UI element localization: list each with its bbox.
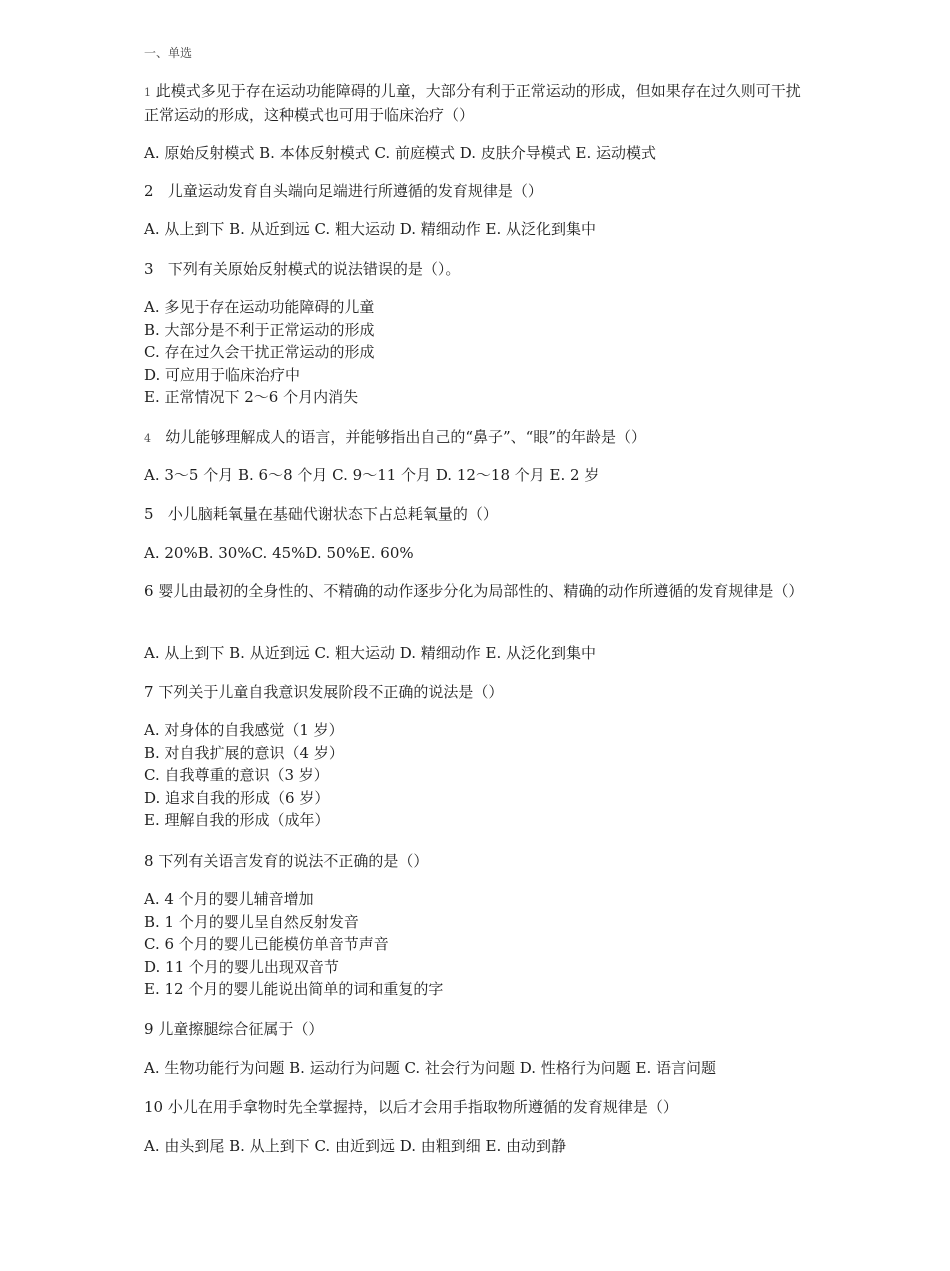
option: B. 对自我扩展的意识（4 岁） [144, 743, 344, 762]
question-7-stem [144, 681, 814, 704]
question-5-stem [144, 503, 814, 526]
question-6-options: A. 从上到下 B. 从近到远 C. 粗大运动 D. 精细动作 E. 从泛化到集中 [144, 644, 596, 662]
option: C. 存在过久会干扰正常运动的形成 [144, 343, 375, 361]
option: A. 多见于存在运动功能障碍的儿童 [144, 298, 375, 316]
option: D. 追求自我的形成（6 岁） [144, 788, 330, 807]
question-text: 小儿在用手拿物时先全掌握持，以后才会用手指取物所遵循的发育规律是（） [167, 1098, 678, 1116]
option: A. 对身体的自我感觉（1 岁） [144, 721, 344, 739]
option: A. 4 个月的婴儿辅音增加 [144, 890, 314, 908]
question-number: 10 [144, 1098, 164, 1116]
question-4-stem [144, 426, 814, 450]
option: E. 正常情况下 2～6 个月内消失 [144, 388, 359, 406]
question-text: 下列有关原始反射模式的说法错误的是（）。 [167, 260, 461, 278]
question-number: 9 [144, 1020, 154, 1038]
question-number: 5 [144, 505, 154, 523]
question-text: 下列关于儿童自我意识发展阶段不正确的说法是（） [158, 683, 504, 701]
question-8-stem [144, 850, 814, 873]
question-2-options: A. 从上到下 B. 从近到远 C. 粗大运动 D. 精细动作 E. 从泛化到集中 [144, 220, 596, 238]
option: E. 12 个月的婴儿能说出简单的词和重复的字 [144, 980, 444, 998]
question-number: 3 [144, 260, 154, 278]
question-number: 2 [144, 182, 154, 200]
question-8-options [144, 888, 814, 1001]
question-6-stem [144, 580, 814, 603]
exam-page [144, 0, 824, 1271]
question-5-options: A. 20%B. 30%C. 45%D. 50%E. 60% [144, 544, 414, 562]
question-number: 1 [144, 86, 151, 99]
question-3-stem [144, 258, 814, 281]
question-text: 儿童擦腿综合征属于（） [158, 1020, 324, 1038]
question-9-stem [144, 1018, 814, 1041]
option: D. 11 个月的婴儿出现双音节 [144, 957, 339, 976]
question-1-stem [144, 80, 814, 127]
option: B. 1 个月的婴儿呈自然反射发音 [144, 912, 359, 931]
question-text: 儿童运动发育自头端向足端进行所遵循的发育规律是（） [167, 182, 543, 200]
question-number: 4 [144, 432, 151, 445]
question-number: 6 [144, 582, 154, 600]
question-3-options [144, 296, 814, 409]
question-7-options [144, 719, 814, 832]
option: C. 自我尊重的意识（3 岁） [144, 766, 329, 784]
question-text: 下列有关语言发育的说法不正确的是（） [158, 852, 429, 870]
question-2-stem [144, 180, 814, 203]
question-10-stem [144, 1096, 814, 1119]
question-4-options: A. 3～5 个月 B. 6～8 个月 C. 9～11 个月 D. 12～18 个月 E. 2 岁 [144, 466, 600, 484]
question-number: 8 [144, 852, 154, 870]
question-text: 此模式多见于存在运动功能障碍的儿童，大部分有利于正常运动的形成，但如果存在过久则可干扰正常运动的形成，这种模式也可用于临床治疗（） [144, 82, 801, 124]
question-10-options: A. 由头到尾 B. 从上到下 C. 由近到远 D. 由粗到细 E. 由动到静 [144, 1137, 566, 1155]
question-number: 7 [144, 683, 154, 701]
question-1-options: A. 原始反射模式 B. 本体反射模式 C. 前庭模式 D. 皮肤介导模式 E. 运动模式 [144, 144, 656, 162]
section-title: 一、单选 [144, 46, 193, 60]
question-text: 幼儿能够理解成人的语言，并能够指出自己的“鼻子”、“眼”的年龄是（） [165, 428, 646, 446]
option: C. 6 个月的婴儿已能模仿单音节声音 [144, 935, 389, 953]
question-text: 婴儿由最初的全身性的、不精确的动作逐步分化为局部性的、精确的动作所遵循的发育规律是（） [158, 582, 804, 600]
option: B. 大部分是不利于正常运动的形成 [144, 320, 375, 339]
option: D. 可应用于临床治疗中 [144, 365, 301, 384]
question-text: 小儿脑耗氧量在基础代谢状态下占总耗氧量的（） [167, 505, 498, 523]
option: E. 理解自我的形成（成年） [144, 811, 330, 829]
question-9-options: A. 生物功能行为问题 B. 运动行为问题 C. 社会行为问题 D. 性格行为问题 E. 语言问题 [144, 1059, 716, 1077]
